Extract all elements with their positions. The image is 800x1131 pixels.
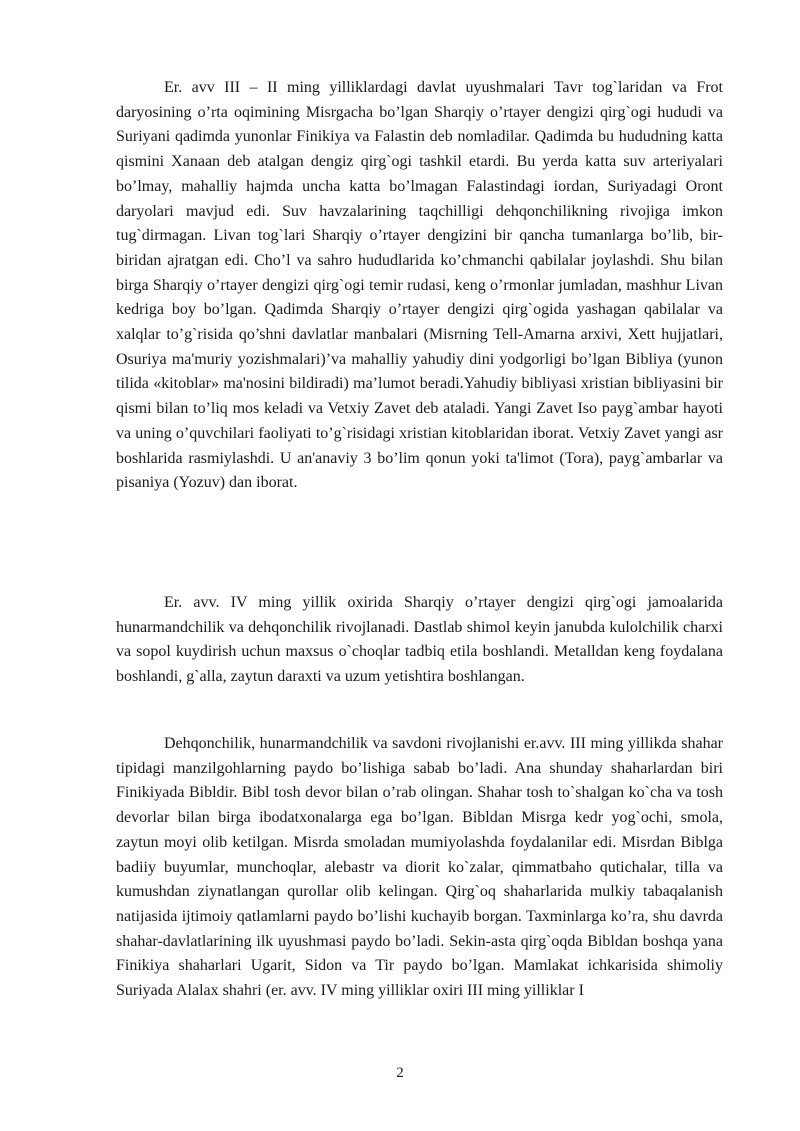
- paragraph-2: [116, 591, 723, 690]
- paragraph-3: [116, 732, 723, 1004]
- paragraph-text: Er. avv. IV ming yillik oxirida Sharqiy o’rtayer dengizi qirg`ogi jamoalarida hunarmandchilik va dehqonchilik rivojlanadi. Dastlab shimol keyin janubda kulolchilik charxi va sopol kuydirish uchun maxsus o`choqlar tadbiq etila boshlandi. Metalldan keng foydalana boshlandi, g`alla, zaytun daraxti va uzum yetishtira boshlangan.: [116, 594, 723, 686]
- paragraph-text: Dehqonchilik, hunarmandchilik va savdoni rivojlanishi er.avv. III ming yillikda shahar tipidagi manzilgohlarning paydo bo’lishiga sabab bo’ladi. Ana shunday shaharlardan biri Finikiyada Bibldir. Bibl tosh devor bilan o’rab olingan. Shahar tosh to`shalgan ko`cha va tosh devorlar bilan birga ibodatxonalarga ega bo’lgan. Bibldan Misrga kedr yog`ochi, smola, zaytun moyi olib ketilgan. Misrda smoladan mumiyolashda foydalanilar edi. Misrdan Biblga badiiy buyumlar, munchoqlar, alebastr va diorit ko`zalar, qimmatbaho qutichalar, tilla va kumushdan ziynatlangan qurollar olib kelingan. Qirg`oq shaharlarida mulkiy tabaqalanish natijasida ijtimoiy qatlamlarni paydo bo’lishi kuchayib borgan. Taxminlarga ko’ra, shu davrda shahar-davlatlarining ilk uyushmasi paydo bo’ladi. Sekin-asta qirg`oqda Bibldan boshqa yana Finikiya shaharlari Ugarit, Sidon va Tir paydo bo’lgan. Mamlakat ichkarisida shimoliy Suriyada Alalax shahri (er. avv. IV ming yilliklar oxiri III ming yilliklar I: [116, 735, 723, 1000]
- page-number: 2: [396, 1065, 404, 1081]
- paragraph-text: Er. avv III – II ming yilliklardagi davlat uyushmalari Tavr tog`laridan va Frot daryosining o’rta oqimining Misrgacha bo’lgan Sharqiy o’rtayer dengizi qirg`ogi hududi va Suriyani qadimda yunonlar Finikiya va Falastin deb nomladilar. Qadimda bu hududning katta qismini Xanaan deb atalgan dengiz qirg`ogi tashkil etardi. Bu yerda katta suv arteriyalari bo’lmay, mahalliy hajmda uncha katta bo’lmagan Falastindagi iordan, Suriyadagi Oront daryolari mavjud edi. Suv havzalarining taqchilligi dehqonchilikning rivojiga imkon tug`dirmagan. Livan tog`lari Sharqiy o’rtayer dengizini bir qancha tumanlarga bo’lib, bir-biridan ajratgan edi. Cho’l va sahro hududlarida ko’chmanchi qabilalar joylashdi. Shu bilan birga Sharqiy o’rtayer dengizi qirg`ogi temir rudasi, keng o’rmonlar jumladan, mashhur Livan kedriga boy bo’lgan. Qadimda Sharqiy o’rtayer dengizi qirg`ogida yashagan qabilalar va xalqlar to’g`risida qo’shni davlatlar manbalari (Misrning Tell-Amarna arxivi, Xett hujjatlari, Osuriya ma'muriy yozishmalari)’va mahalliy yahudiy dini yodgorligi bo’lgan Bibliya (yunon tilida «kitoblar» ma'nosini bildiradi) ma’lumot beradi.Yahudiy bibliyasi xristian bibliyasini bir qismi bilan to’liq mos keladi va Vetxiy Zavet deb ataladi. Yangi Zavet Iso payg`ambar hayoti va uning o’quvchilari faoliyati to’g`risidagi xristian kitoblaridan iborat. Vetxiy Zavet yangi asr boshlarida rasmiylashdi. U an'anaviy 3 bo’lim qonun yoki ta'limot (Tora), payg`ambarlar va pisaniya (Yozuv) dan iborat.: [116, 79, 723, 492]
- paragraph-1: [116, 76, 723, 496]
